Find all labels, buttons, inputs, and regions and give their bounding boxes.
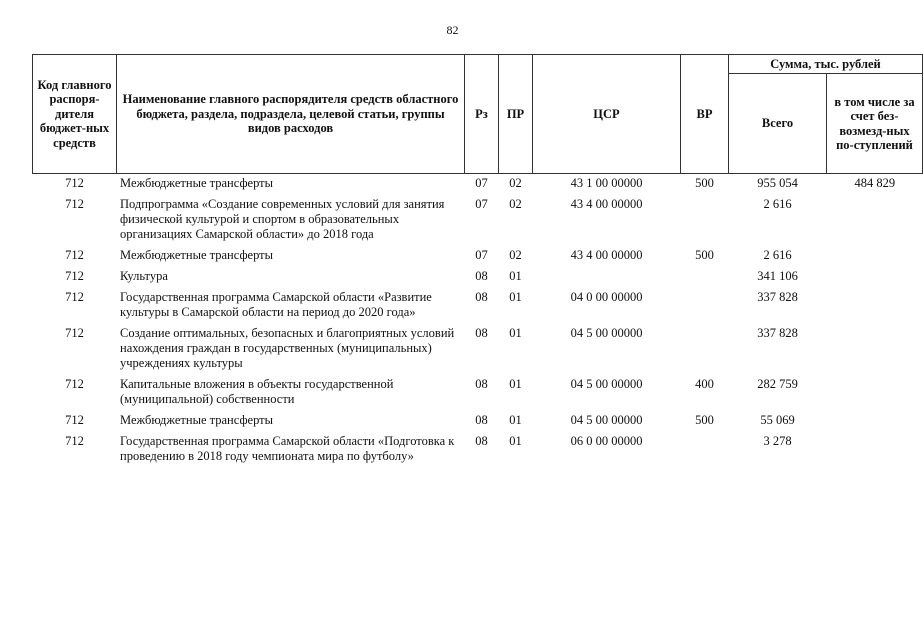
- header-vr: ВР: [681, 55, 729, 174]
- cell-code: 712: [65, 269, 84, 283]
- table-body: [33, 174, 923, 469]
- cell-total: 2 616: [763, 197, 792, 211]
- cell-vr: 400: [695, 377, 714, 391]
- cell-code: 712: [65, 326, 84, 340]
- cell-vr: [681, 195, 729, 246]
- cell-name: Межбюджетные трансферты: [120, 413, 274, 427]
- table-row: [33, 411, 923, 432]
- cell-rz: 07: [475, 176, 488, 190]
- cell-rz: 08: [475, 326, 488, 340]
- cell-code: 712: [65, 377, 84, 391]
- cell-code: 712: [65, 413, 84, 427]
- cell-grants: [827, 195, 923, 246]
- cell-name: Государственная программа Самарской области «Развитие культуры в Самарской области на период до 2020 года»: [120, 290, 432, 319]
- cell-rz: 08: [475, 290, 488, 304]
- cell-total: 282 759: [757, 377, 798, 391]
- cell-code: 712: [65, 197, 84, 211]
- cell-total: 341 106: [757, 269, 798, 283]
- table-row: [33, 288, 923, 324]
- cell-grants: [827, 324, 923, 375]
- cell-total: 337 828: [757, 290, 798, 304]
- cell-pr: 01: [509, 413, 522, 427]
- header-code: Код главного распоря-дителя бюджет-ных средств: [33, 55, 117, 174]
- cell-name: Капитальные вложения в объекты государственной (муниципальной) собственности: [120, 377, 394, 406]
- cell-code: 712: [65, 434, 84, 448]
- cell-total: 55 069: [760, 413, 795, 427]
- header-sum: Сумма, тыс. рублей: [729, 55, 923, 74]
- header-pr: ПР: [499, 55, 533, 174]
- cell-csr: 04 5 00 00000: [570, 377, 643, 391]
- cell-csr: 04 5 00 00000: [570, 326, 643, 340]
- cell-vr: [681, 324, 729, 375]
- cell-pr: 02: [509, 176, 522, 190]
- cell-name: Государственная программа Самарской области «Подготовка к проведению в 2018 году чемпионата мира по футболу»: [120, 434, 455, 463]
- cell-vr: 500: [695, 248, 714, 262]
- cell-pr: 01: [509, 326, 522, 340]
- cell-pr: 01: [509, 434, 522, 448]
- cell-csr: 06 0 00 00000: [570, 434, 643, 448]
- cell-name: Межбюджетные трансферты: [120, 176, 274, 190]
- cell-name: Создание оптимальных, безопасных и благоприятных условий нахождения граждан в государственных (муниципальных) учреждениях культуры: [120, 326, 455, 370]
- cell-pr: 01: [509, 377, 522, 391]
- cell-pr: 02: [509, 248, 522, 262]
- cell-total: 3 278: [763, 434, 792, 448]
- cell-vr: [681, 267, 729, 288]
- cell-vr: 500: [695, 176, 714, 190]
- cell-vr: [681, 432, 729, 468]
- cell-total: 2 616: [763, 248, 792, 262]
- cell-name: Межбюджетные трансферты: [120, 248, 274, 262]
- cell-code: 712: [65, 248, 84, 262]
- cell-name: Культура: [120, 269, 168, 283]
- table-row: [33, 267, 923, 288]
- cell-pr: 02: [509, 197, 522, 211]
- cell-csr: 43 4 00 00000: [570, 197, 643, 211]
- cell-rz: 08: [475, 269, 488, 283]
- table-row: [33, 375, 923, 411]
- cell-code: 712: [65, 290, 84, 304]
- cell-grants: [827, 411, 923, 432]
- cell-grants: [827, 375, 923, 411]
- cell-rz: 08: [475, 413, 488, 427]
- header-name: Наименование главного распорядителя средств областного бюджета, раздела, подраздела, целевой статьи, группы видов расходов: [117, 55, 465, 174]
- cell-grants: [827, 288, 923, 324]
- header-csr: ЦСР: [533, 55, 681, 174]
- page-number: 82: [446, 23, 459, 37]
- cell-grants: [827, 432, 923, 468]
- header-total: Всего: [729, 74, 827, 174]
- table-row: [33, 174, 923, 196]
- cell-csr: 04 5 00 00000: [570, 413, 643, 427]
- cell-rz: 08: [475, 434, 488, 448]
- cell-vr: 500: [695, 413, 714, 427]
- header-grants: в том числе за счет без-возмезд-ных по-ступлений: [827, 74, 923, 174]
- cell-name: Подпрограмма «Создание современных условий для занятия физической культурой и спортом в образовательных организациях Самарской области» до 2018 года: [120, 197, 445, 241]
- budget-table: [32, 54, 923, 468]
- cell-rz: 07: [475, 248, 488, 262]
- cell-csr: [533, 267, 681, 288]
- cell-rz: 08: [475, 377, 488, 391]
- table-row: [33, 324, 923, 375]
- header-rz: Рз: [465, 55, 499, 174]
- table-row: [33, 195, 923, 246]
- cell-code: 712: [65, 176, 84, 190]
- table-row: [33, 246, 923, 267]
- table-row: [33, 432, 923, 468]
- cell-grants: 484 829: [854, 176, 896, 190]
- table-header: [33, 55, 923, 174]
- cell-vr: [681, 288, 729, 324]
- cell-csr: 04 0 00 00000: [570, 290, 643, 304]
- cell-csr: 43 1 00 00000: [570, 176, 643, 190]
- cell-grants: [827, 267, 923, 288]
- cell-grants: [827, 246, 923, 267]
- cell-total: 337 828: [757, 326, 798, 340]
- cell-total: 955 054: [757, 176, 798, 190]
- cell-pr: 01: [509, 269, 522, 283]
- cell-rz: 07: [475, 197, 488, 211]
- cell-pr: 01: [509, 290, 522, 304]
- cell-csr: 43 4 00 00000: [570, 248, 643, 262]
